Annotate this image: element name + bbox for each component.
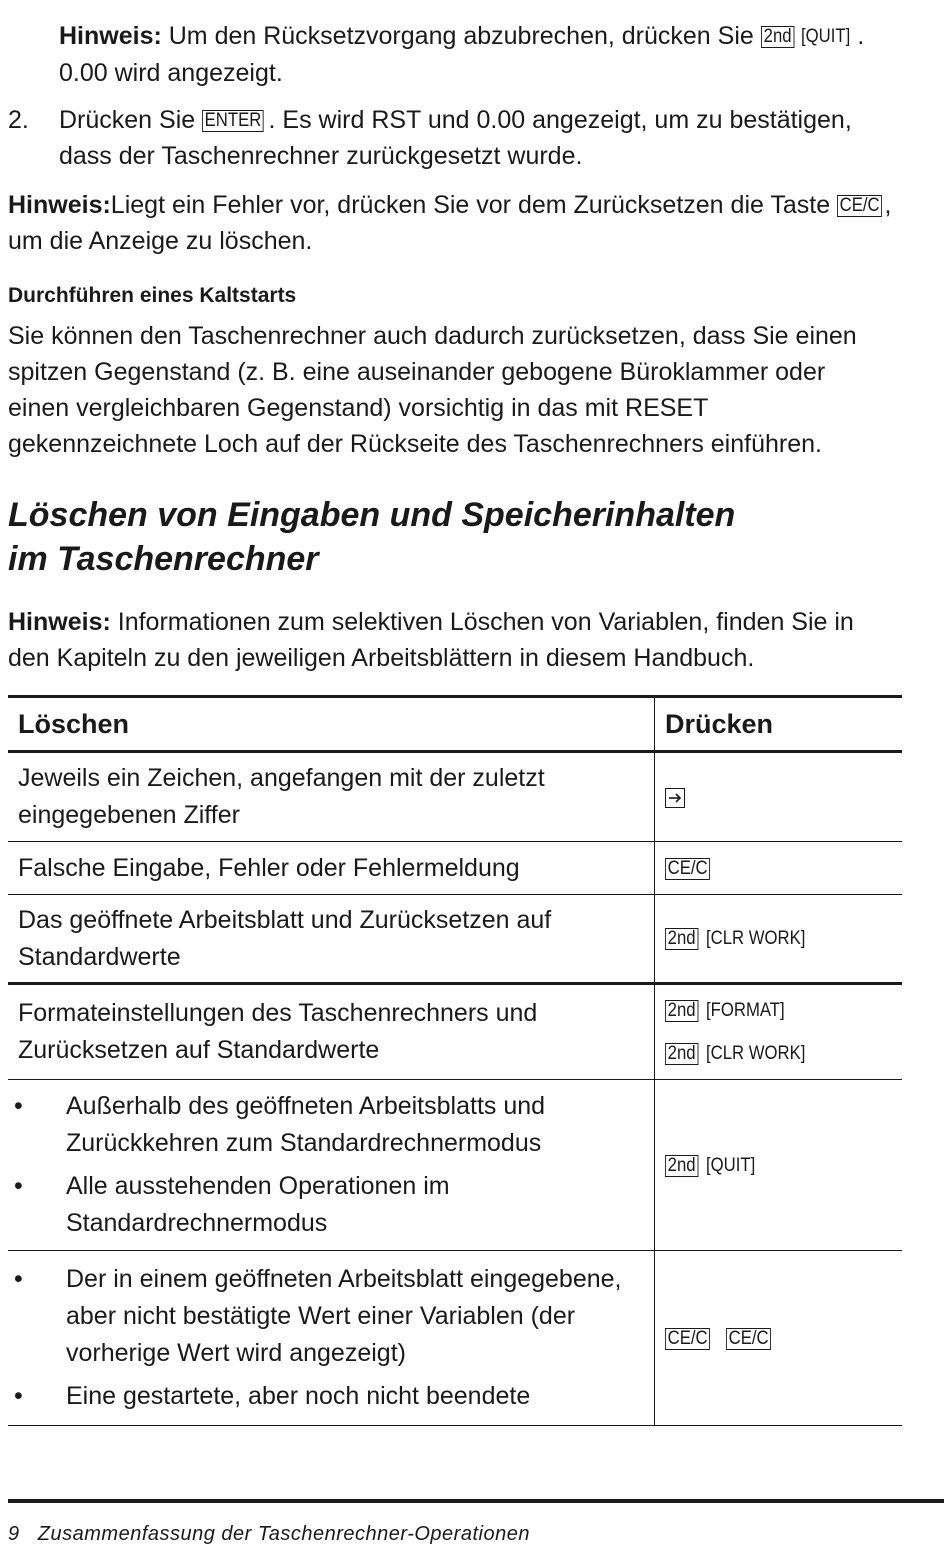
display-value: 0.00 [59, 59, 108, 87]
note-abort-reset: Hinweis: Um den Rücksetzvorgang abzubrechen, drücken Sie 2nd [QUIT] . 0.00 wird angezeigt. [59, 18, 864, 91]
table-cell: Formateinstellungen des Taschenrechners und Zurücksetzen auf Standardwerte [8, 984, 655, 1080]
table-cell [655, 752, 903, 842]
section-title: Löschen von Eingaben und Speicherinhalten im Taschenrechner [8, 496, 736, 578]
backspace-arrow-icon [665, 788, 685, 808]
ce-c-key: CE/C [837, 195, 882, 217]
cold-start-text: Sie können den Taschenrechner auch dadurch zurücksetzen, dass Sie einen spitzen Gegenstand (z. B. eine auseinander gebogene Büroklammer oder einen vergleichbaren Gegenstand) vorsichtig in das mit RESET gekennzeichnete Loch auf der Rückseite des Taschenrechners einführen. [8, 322, 857, 458]
step-number: 2. [8, 106, 29, 134]
table-row [8, 752, 902, 842]
quit-function: [QUIT] [705, 1154, 755, 1176]
table-row [8, 984, 902, 1080]
ce-c-key: CE/C [665, 858, 710, 880]
cold-start-heading: Durchführen eines Kaltstarts [8, 284, 297, 307]
note-label: Hinweis: [59, 22, 162, 50]
table-row [8, 1251, 902, 1426]
table-cell: Jeweils ein Zeichen, angefangen mit der zuletzt eingegebenen Ziffer [8, 752, 655, 842]
table-cell [655, 1080, 903, 1251]
list-item: • Alle ausstehenden Operationen im Standardrechnermodus [14, 1172, 450, 1237]
table-cell [8, 1251, 655, 1426]
2nd-key: 2nd [665, 1043, 698, 1065]
table-cell [655, 842, 903, 895]
table-cell: Falsche Eingabe, Fehler oder Fehlermeldung [8, 842, 655, 895]
table-row [8, 895, 902, 984]
page-number: 9 [8, 1523, 20, 1545]
note-selective-clear: Hinweis: Informationen zum selektiven Löschen von Variablen, finden Sie in den Kapiteln zu den jeweiligen Arbeitsblättern in diesem Handbuch. [8, 608, 854, 672]
ce-c-key: CE/C [726, 1328, 771, 1350]
2nd-key: 2nd [665, 928, 698, 950]
list-item: • Der in einem geöffneten Arbeitsblatt eingegebene, aber nicht bestätigte Wert einer Variablen (der vorherige Wert wird angezeigt) [14, 1265, 622, 1367]
display-zero: 0.00 [476, 106, 526, 134]
clr-work-function: [CLR WORK] [705, 928, 806, 949]
list-item: • Eine gestartete, aber noch nicht beendete [14, 1382, 531, 1410]
format-function: [FORMAT] [705, 1000, 785, 1021]
note-label: Hinweis: [8, 608, 111, 636]
table-header-row [8, 697, 902, 752]
note-error: Hinweis:Liegt ein Fehler vor, drücken Sie vor dem Zurücksetzen die Taste CE/C , um die Anzeige zu löschen. [8, 191, 892, 255]
ce-c-key: CE/C [665, 1328, 710, 1350]
table-cell: Das geöffnete Arbeitsblatt und Zurücksetzen auf Standardwerte [8, 895, 655, 984]
clr-work-function: [CLR WORK] [705, 1043, 806, 1064]
2nd-key: 2nd [761, 26, 794, 48]
reset-label: RESET [625, 394, 709, 422]
table-row [8, 1080, 902, 1251]
list-item: • Außerhalb des geöffneten Arbeitsblatts und Zurückkehren zum Standardrechnermodus [14, 1092, 546, 1157]
table-cell [8, 1080, 655, 1251]
enter-key: ENTER [202, 110, 264, 132]
clear-table [8, 695, 902, 1426]
table-cell [655, 895, 903, 984]
note-label: Hinweis: [8, 191, 111, 219]
column-header-clear: Löschen [8, 697, 655, 752]
display-rst: RST [371, 106, 421, 134]
quit-function: [QUIT] [801, 26, 851, 47]
table-cell [655, 1251, 903, 1426]
2nd-key: 2nd [665, 1000, 698, 1022]
chapter-title: Zusammenfassung der Taschenrechner-Operationen [37, 1523, 530, 1545]
footer-rule [8, 1499, 944, 1503]
step-2: 2. Drücken Sie ENTER . Es wird RST und 0.00 angezeigt, um zu bestätigen, dass der Taschenrechner zurückgesetzt wurde. [8, 102, 852, 174]
2nd-key: 2nd [665, 1155, 698, 1177]
cold-start-section [8, 284, 296, 308]
table-cell [655, 984, 903, 1080]
page-footer [8, 1523, 530, 1546]
column-header-press: Drücken [655, 697, 903, 752]
table-row [8, 842, 902, 895]
